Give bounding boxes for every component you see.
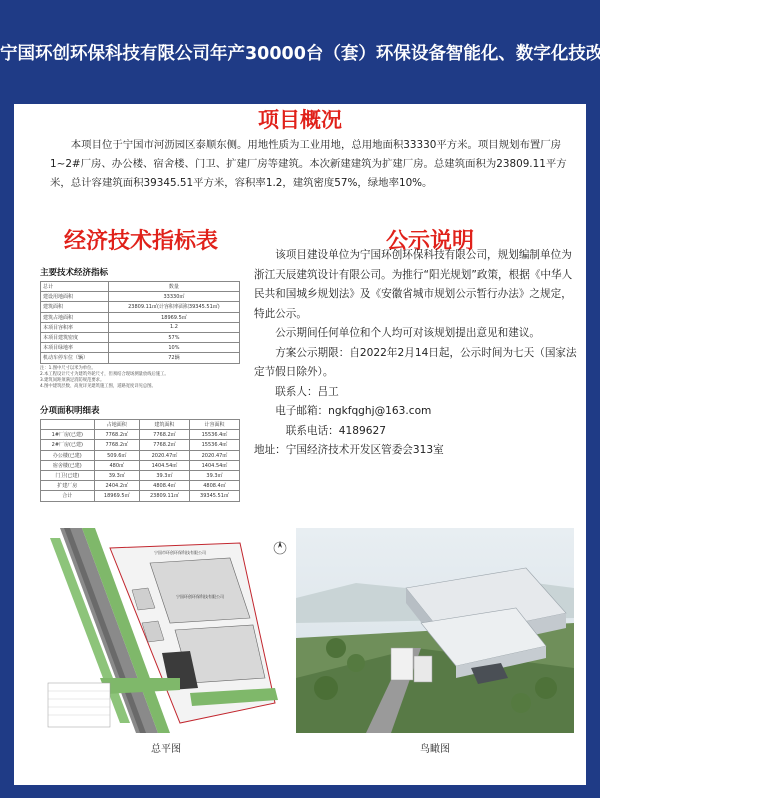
table-cell: 2020.47㎡ (139, 450, 189, 460)
table-cell: 1#厂房(已建) (41, 430, 95, 440)
table-cell: 7768.2㎡ (94, 430, 139, 440)
table-cell: 2#厂房(已建) (41, 440, 95, 450)
note-line: 2.本工程设计尺寸为建筑外轮尺寸，但须结合现场测量放线后施工。 (40, 371, 169, 377)
table-cell (41, 420, 95, 430)
plan-caption: 总平图 (151, 744, 181, 755)
table-cell: 480㎡ (94, 460, 139, 470)
notice-paragraph-2: 公示期间任何单位和个人均可对该规划提出意见和建议。 (275, 327, 541, 339)
table-cell: 4808.4㎡ (139, 481, 189, 491)
notice-paragraph-1: 该项目建设单位为宁国环创环保科技有限公司，规划编制单位为浙江天辰建筑设计有限公司。为推行“阳光规划”政策，根据《中华人民共和国城乡规划法》及《安徽省城市规划公示暂行办法》之规定，特此公示。 (254, 249, 573, 320)
site-plan-image (40, 528, 292, 733)
tech-table-caption: 主要技术经济指标 (40, 268, 109, 278)
table-cell: 1404.54㎡ (189, 460, 239, 470)
table-cell: 2020.47㎡ (189, 450, 239, 460)
table-cell: 39.3㎡ (94, 470, 139, 480)
table-cell: 23809.11㎡(计容积率面积39345.51㎡) (108, 302, 239, 312)
area-table-block (40, 404, 240, 502)
notice-text (254, 246, 580, 461)
table-cell: 72辆 (108, 353, 239, 363)
contact-address: 地址：宁国经济技术开发区管委会313室 (254, 444, 444, 456)
table-cell: 18969.5㎡ (94, 491, 139, 501)
table-cell: 57% (108, 332, 239, 342)
table-row (41, 302, 240, 312)
table-cell: 建筑占地面积 (41, 312, 109, 322)
tech-heading: 经济技术指标表 (63, 229, 218, 254)
plan-label: 宁国环创环保科技有限公司 (176, 594, 224, 599)
table-cell: 扩建厂房 (41, 481, 95, 491)
contact-phone: 联系电话：4189627 (285, 424, 386, 437)
area-table-caption: 分项面积明细表 (40, 406, 100, 416)
page-title: 宁国环创环保科技有限公司年产30000台（套）环保设备智能化、数字化技改项目规划方案批前公示 (0, 44, 778, 64)
table-cell: 39345.51㎡ (189, 491, 239, 501)
table-cell: 宿舍楼(已建) (41, 460, 95, 470)
aerial-view-drawing (296, 528, 574, 733)
table-row (41, 460, 240, 470)
table-cell: 合计 (41, 491, 95, 501)
table-cell: 本项目建筑密度 (41, 332, 109, 342)
contact-person: 联系人：吕工 (275, 385, 339, 398)
table-cell: 15536.4㎡ (189, 440, 239, 450)
table-row (41, 292, 240, 302)
table-row (41, 450, 240, 460)
notice-paragraph-3: 方案公示期限：自2022年2月14日起，公示时间为七天（国家法定节假日除外）。 (254, 346, 577, 378)
table-row (41, 343, 240, 353)
note-line: 3.建筑间距须满足消防规范要求。 (40, 377, 105, 383)
table-cell: 7768.2㎡ (94, 440, 139, 450)
table-row (41, 481, 240, 491)
table-row (41, 470, 240, 480)
table-cell: 总计 (41, 282, 109, 292)
tech-table (40, 281, 240, 364)
table-row (41, 420, 240, 430)
overview-heading: 项目概况 (258, 108, 342, 132)
table-row (41, 312, 240, 322)
table-cell: 建设用地面积 (41, 292, 109, 302)
table-cell: 18969.5㎡ (108, 312, 239, 322)
table-cell: 门卫(已建) (41, 470, 95, 480)
table-cell: 占地面积 (94, 420, 139, 430)
aerial-view-image (296, 528, 574, 733)
table-cell: 7768.2㎡ (139, 430, 189, 440)
note-line: 注：1.图中尺寸以米为单位。 (40, 365, 96, 371)
aerial-caption: 鸟瞰图 (420, 744, 450, 755)
table-cell: 1.2 (108, 322, 239, 332)
table-cell: 数量 (108, 282, 239, 292)
table-cell: 7768.2㎡ (139, 440, 189, 450)
table-cell: 建筑面积 (41, 302, 109, 312)
table-row (41, 322, 240, 332)
table-cell: 39.3㎡ (139, 470, 189, 480)
area-table (40, 419, 240, 502)
table-cell: 本项目容积率 (41, 322, 109, 332)
table-cell: 本项目绿地率 (41, 343, 109, 353)
table-cell: 1404.54㎡ (139, 460, 189, 470)
table-row (41, 440, 240, 450)
table-cell: 509.6㎡ (94, 450, 139, 460)
contact-email: 电子邮箱：ngkfqghj@163.com (275, 405, 432, 417)
table-row (41, 282, 240, 292)
notice-heading: 公示说明 (385, 229, 474, 254)
overview-paragraph: 本项目位于宁国市河沥园区泰顺东侧。用地性质为工业用地，总用地面积33330平方米。项目规划布置厂房1~2#厂房、办公楼、宿舍楼、门卫、扩建厂房等建筑。本次新建建筑为扩建厂房。总建筑面积为23809.11平方米，总计容建筑面积39345.51平方米，容积率1.2，建筑密度57%，绿地率10%。 (50, 139, 567, 189)
table-cell: 计容面积 (189, 420, 239, 430)
tech-table-block (40, 266, 240, 390)
table-row (41, 491, 240, 501)
table-row (41, 430, 240, 440)
table-cell: 23809.11㎡ (139, 491, 189, 501)
table-cell: 4808.4㎡ (189, 481, 239, 491)
table-cell: 15536.4㎡ (189, 430, 239, 440)
site-plan-drawing (40, 528, 292, 733)
table-row (41, 332, 240, 342)
table-row (41, 353, 240, 363)
table-cell: 39.3㎡ (189, 470, 239, 480)
table-cell: 33330㎡ (108, 292, 239, 302)
overview-text (50, 136, 570, 193)
table-cell: 2404.2㎡ (94, 481, 139, 491)
table-cell: 办公楼(已建) (41, 450, 95, 460)
table-cell: 机动车停车位（辆） (41, 353, 109, 363)
note-line: 4.图中建筑层数、高度详见建筑施工图，道路宽度详见总图。 (40, 383, 156, 389)
plan-label: 宁国市环创环保科技有限公司 (154, 550, 206, 555)
table-cell: 10% (108, 343, 239, 353)
table-cell: 建筑面积 (139, 420, 189, 430)
tech-notes (40, 366, 240, 390)
